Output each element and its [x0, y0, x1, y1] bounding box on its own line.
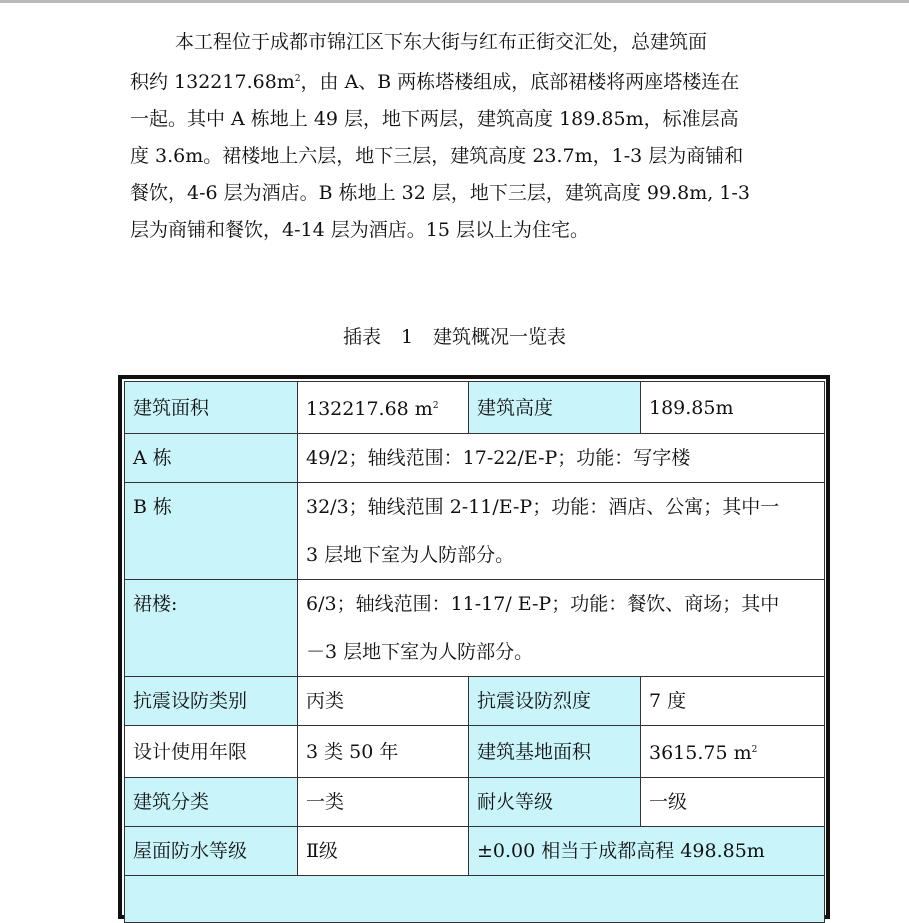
cell-label: 设计使用年限 — [125, 726, 298, 778]
cell-label: 建筑面积 — [125, 382, 298, 434]
cell-value: 189.85m — [641, 382, 825, 434]
table-row — [125, 726, 825, 778]
superscript: 2 — [294, 74, 301, 84]
table-row — [125, 677, 825, 726]
table-row — [125, 483, 825, 580]
paragraph-line: 餐饮，4-6 层为酒店。B 栋地上 32 层，地下三层，建筑高度 99.8m, 1-3 — [130, 182, 750, 204]
cell-text: 132217.68 m — [306, 398, 433, 420]
table-row — [125, 382, 825, 434]
cell-label: 抗震设防烈度 — [469, 677, 641, 726]
paragraph-line: 本工程位于成都市锦江区下东大街与红布正街交汇处，总建筑面 — [175, 31, 708, 53]
building-overview-table — [124, 381, 825, 923]
cell-value: 丙类 — [298, 677, 469, 726]
paragraph-line — [130, 61, 780, 101]
cell-value: Ⅱ级 — [298, 827, 469, 876]
empty-cell — [125, 876, 825, 923]
cell-label: 裙楼: — [125, 580, 298, 677]
cell-value — [641, 726, 825, 778]
top-divider-line — [0, 0, 909, 3]
paragraph-line: 度 3.6m。裙楼地上六层，地下三层，建筑高度 23.7m，1-3 层为商铺和 — [130, 145, 744, 167]
table-row — [125, 434, 825, 483]
paragraph-line: 一起。其中 A 栋地上 49 层，地下两层，建筑高度 189.85m，标准层高 — [130, 108, 739, 130]
cell-line: 3 层地下室为人防部分。 — [306, 544, 515, 566]
table-row — [125, 827, 825, 876]
cell-value — [298, 382, 469, 434]
cell-line: －3 层地下室为人防部分。 — [306, 641, 534, 663]
building-overview-table-frame — [118, 375, 830, 919]
paragraph-text: ，由 A、B 两栋塔楼组成，底部裙楼将两座塔楼连在 — [300, 71, 740, 93]
cell-value — [298, 580, 825, 677]
cell-label: 抗震设防类别 — [125, 677, 298, 726]
table-row — [125, 580, 825, 677]
caption-prefix: 插表 — [342, 326, 381, 348]
cell-text: 3615.75 m — [649, 742, 752, 764]
cell-value: ±0.00 相当于成都高程 498.85m — [469, 827, 825, 876]
paragraph-text: 积约 132217.68m — [130, 71, 295, 93]
superscript: 2 — [751, 745, 758, 755]
cell-value: 一级 — [641, 778, 825, 827]
intro-paragraph — [130, 24, 780, 249]
superscript: 2 — [432, 401, 439, 411]
cell-value: 49/2；轴线范围：17-22/E-P；功能：写字楼 — [298, 434, 825, 483]
table-caption — [0, 322, 909, 352]
cell-value: 3 类 50 年 — [298, 726, 469, 778]
cell-label: 屋面防水等级 — [125, 827, 298, 876]
cell-label: 耐火等级 — [469, 778, 641, 827]
cell-label: 建筑分类 — [125, 778, 298, 827]
cell-line: 6/3；轴线范围：11-17/ E-P；功能：餐饮、商场；其中 — [306, 593, 780, 615]
cell-value: 7 度 — [641, 677, 825, 726]
cell-label: 建筑高度 — [469, 382, 641, 434]
cell-line: 32/3；轴线范围 2-11/E-P；功能：酒店、公寓；其中一 — [306, 496, 780, 518]
table-row — [125, 778, 825, 827]
paragraph-line: 层为商铺和餐饮，4-14 层为酒店。15 层以上为住宅。 — [130, 219, 589, 241]
cell-label: A 栋 — [125, 434, 298, 483]
cell-value: 一类 — [298, 778, 469, 827]
caption-title: 建筑概况一览表 — [433, 326, 567, 348]
cell-label: 建筑基地面积 — [469, 726, 641, 778]
cell-label: B 栋 — [125, 483, 298, 580]
caption-number: 1 — [400, 326, 414, 348]
cell-value — [298, 483, 825, 580]
table-row-empty — [125, 876, 825, 923]
